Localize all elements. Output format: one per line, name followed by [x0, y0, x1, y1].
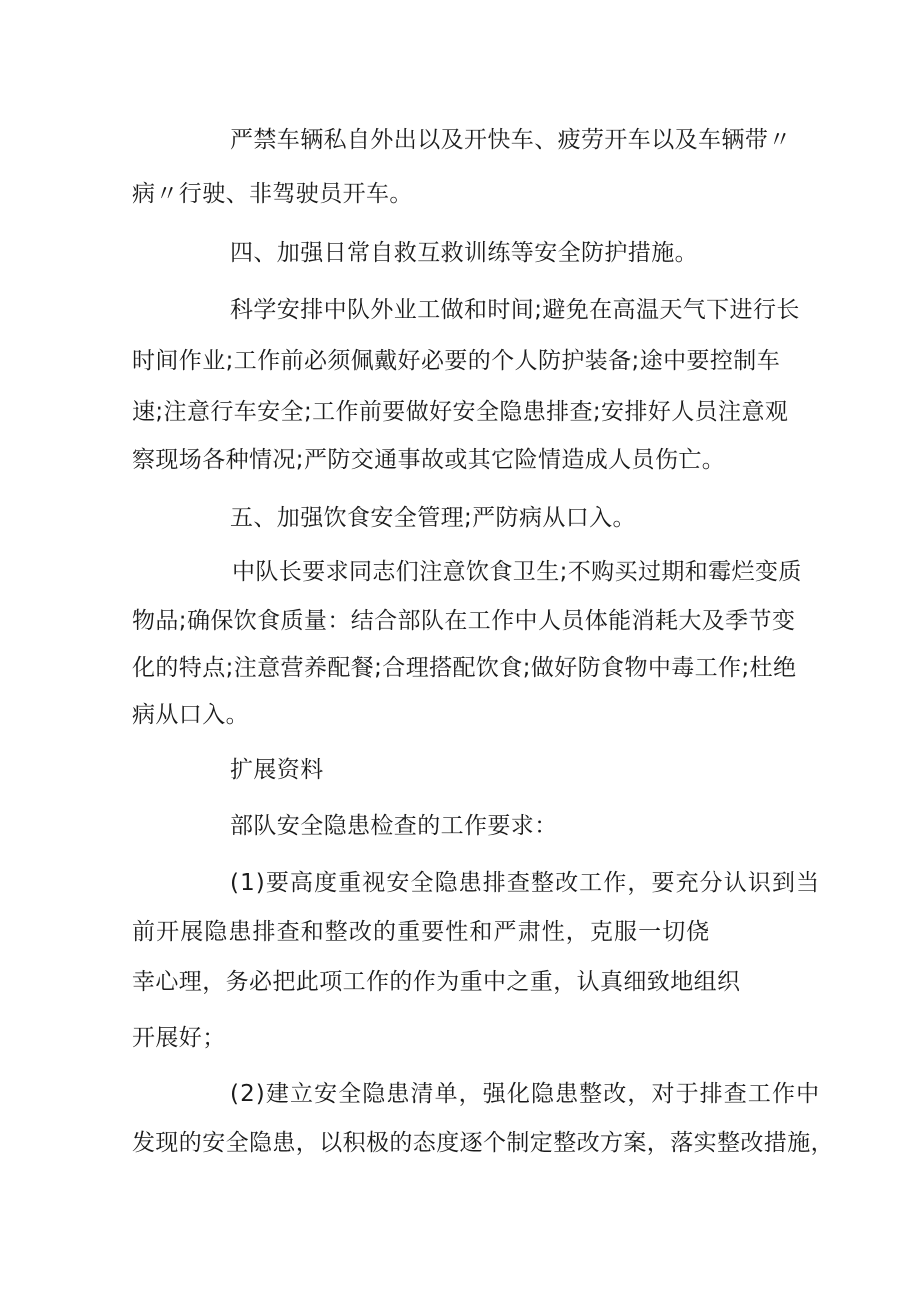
section-heading: 扩展资料	[230, 757, 324, 783]
section-heading: 四、加强日常自救互救训练等安全防护措施。	[230, 240, 698, 266]
text-line: (2)建立安全隐患清单，强化隐患整改，对于排查工作中	[230, 1081, 821, 1107]
text-line: 发现的安全隐患，以积极的态度逐个制定整改方案，落实整改措施，	[132, 1130, 834, 1156]
text-line: 幸心理，务必把此项工作的作为重中之重，认真细致地组织	[132, 969, 741, 995]
text-line: 察现场各种情况;严防交通事故或其它险情造成人员伤亡。	[132, 447, 726, 473]
text-line: 化的特点;注意营养配餐;合理搭配饮食;做好防食物中毒工作;杜绝	[132, 655, 797, 681]
text-line: 部队安全隐患检查的工作要求：	[230, 813, 558, 839]
section-heading: 五、加强饮食安全管理;严防病从口入。	[230, 505, 636, 531]
text-line: 病〃行驶、非驾驶员开车。	[132, 181, 413, 207]
text-line: 病从口入。	[132, 702, 249, 728]
text-line: 时间作业;工作前必须佩戴好必要的个人防护装备;途中要控制车	[132, 348, 781, 374]
text-line: 科学安排中队外业工做和时间;避免在高温天气下进行长	[230, 297, 800, 323]
text-line: 中队长要求同志们注意饮食卫生;不购买过期和霉烂变质	[232, 559, 802, 585]
text-line: 开展好；	[132, 1025, 226, 1051]
text-line: 速;注意行车安全;工作前要做好安全隐患排查;安排好人员注意观	[132, 399, 789, 425]
text-line: (1)要高度重视安全隐患排查整改工作，要充分认识到当	[230, 870, 821, 896]
text-line: 前开展隐患排查和整改的重要性和严肃性，克服一切侥	[132, 919, 711, 945]
text-line: 物品;确保饮食质量：结合部队在工作中人员体能消耗大及季节变	[132, 608, 796, 634]
text-line: 严禁车辆私自外出以及开快车、疲劳开车以及车辆带〃	[230, 127, 792, 153]
